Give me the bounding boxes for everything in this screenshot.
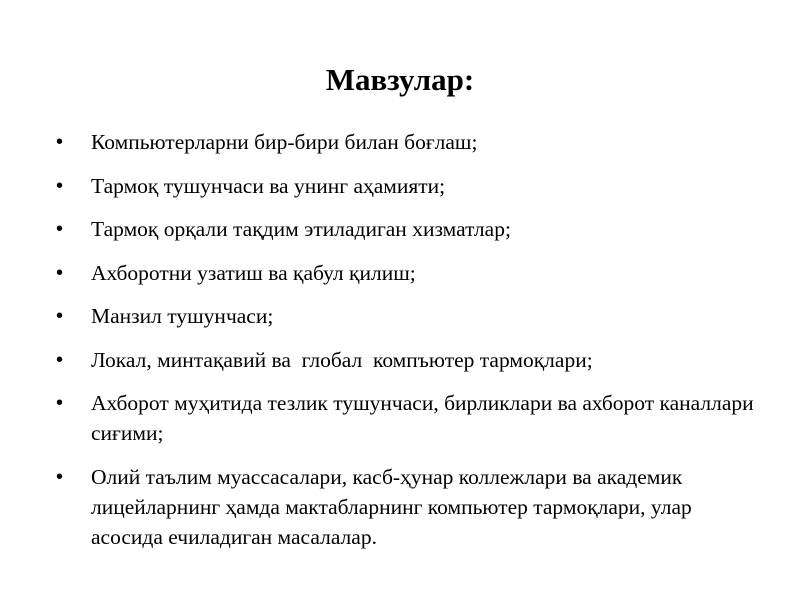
bullet-icon: • [56,465,64,488]
bullet-icon: • [56,131,64,153]
topic-list [56,127,756,565]
list-item [56,127,756,157]
bullet-icon: • [56,392,64,414]
bullet-icon: • [56,218,64,240]
list-item-text: Локал, минтақавий ва глобал компъютер тармоқлари; [91,347,593,372]
list-item-text: Манзил тушунчаси; [91,304,274,328]
list-item [56,214,756,244]
list-item-text: Тармоқ орқали тақдим этиладиган хизматлар; [91,217,511,241]
bullet-icon: • [56,305,64,327]
list-item-text: Ахборотни узатиш ва қабул қилиш; [91,260,416,285]
bullet-icon: • [56,174,64,197]
list-item-text: Компьютерларни бир-бири билан боғлаш; [91,130,478,154]
list-item [56,462,756,552]
list-item [56,301,756,331]
slide-title: Мавзулар: [325,62,475,97]
list-item-text: Тармоқ тушунчаси ва унинг аҳамияти; [91,173,446,198]
list-item [56,388,756,448]
list-item [56,345,756,375]
bullet-icon: • [56,348,64,371]
list-item-text: Олий таълим муассасалари, касб-ҳунар коллежлари ва академик лицейларнинг ҳамда мактабларнинг компьютер тармоқлари, улар асосида ечиладиган масалалар. [91,464,692,549]
list-item [56,258,756,288]
list-item-text: Ахборот муҳитида тезлик тушунчаси, бирликлари ва ахборот каналлари сиғими; [91,391,754,445]
bullet-icon: • [56,261,64,284]
list-item [56,171,756,201]
